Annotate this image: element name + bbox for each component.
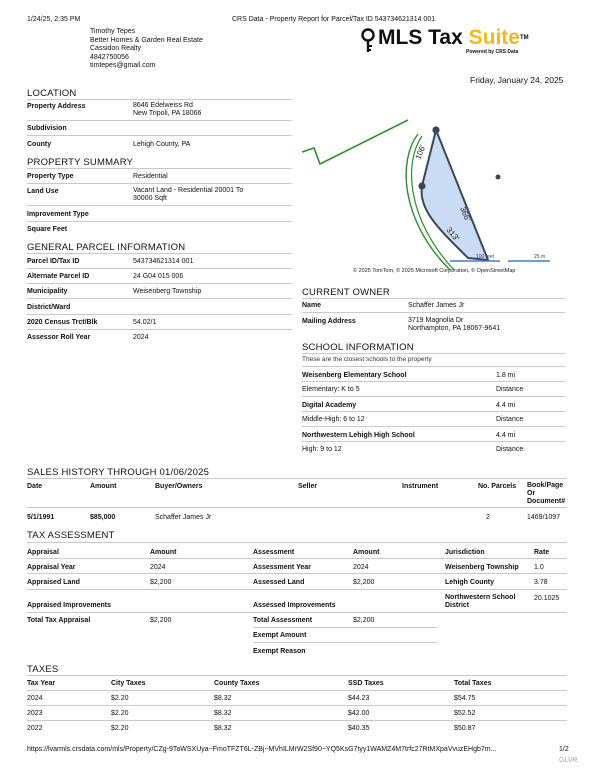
school-3-name: Northwestern Lehigh High School (302, 432, 415, 439)
col-rate: Rate (534, 549, 550, 556)
total-appraisal-label: Total Tax Appraisal (27, 617, 91, 624)
col-appraisal: Appraisal (27, 549, 59, 556)
school-1-name: Weisenberg Elementary School (302, 372, 407, 379)
mailing-address-label: Mailing Address (302, 318, 356, 325)
agent-email[interactable]: timtepes@gmail.com (90, 62, 156, 69)
tax-ssd-2023: $42.00 (348, 710, 370, 717)
col-assessment: Assessment (253, 549, 295, 556)
improvement-type-label: Improvement Type (27, 211, 89, 218)
exempt-reason-label: Exempt Reason (253, 648, 306, 655)
parcel-id: 543734621314 001 (133, 258, 194, 265)
book-line1: Book/Page (527, 482, 564, 489)
roll-year-label: Assessor Roll Year (27, 334, 91, 341)
sale-book: 1469/1097 (527, 514, 561, 521)
mailing-address (408, 317, 500, 333)
assessed-land-label: Assessed Land (253, 579, 305, 586)
scale-label-feet: 100 feet (476, 254, 495, 260)
census-label: 2020 Census Trct/Blk (27, 319, 98, 326)
dim-label-313: 313' (444, 225, 461, 243)
road-line-1 (302, 120, 408, 164)
assessment-year: 2024 (353, 564, 369, 571)
appraised-land-label: Appraised Land (27, 579, 80, 586)
parcel-map[interactable] (300, 90, 565, 280)
mail-line1: 3719 Magnolia Dr (408, 317, 464, 324)
tax-total-2024: $54.75 (454, 695, 476, 702)
total-appraisal: $2,200 (150, 617, 172, 624)
rate-1: 1.0 (534, 564, 544, 571)
tax-city-2022: $2.20 (111, 725, 129, 732)
county-label: County (27, 141, 52, 148)
property-address (133, 102, 201, 118)
assessed-land: $2,200 (353, 579, 375, 586)
address-line2: New Tripoli, PA 18066 (133, 110, 202, 117)
tax-county-2023: $8.32 (214, 710, 232, 717)
col-assessment-amount: Amount (353, 549, 380, 556)
sale-parcels: 2 (486, 514, 490, 521)
tax-total-2023: $52.52 (454, 710, 476, 717)
census-value: 54.02/1 (133, 319, 157, 326)
sales-col-buyer: Buyer/Owners (155, 483, 203, 490)
appraisal-year-label: Appraisal Year (27, 564, 76, 571)
parcel-vertex-1 (432, 126, 439, 133)
mls-tax-suite-logo (358, 26, 558, 60)
exempt-amount-label: Exempt Amount (253, 632, 307, 639)
tax-ssd-2022: $40.35 (348, 725, 370, 732)
tax-year-2023: 2023 (27, 710, 43, 717)
sale-date: 5/1/1991 (27, 514, 55, 521)
roll-year: 2024 (133, 334, 149, 341)
jurisdiction-3-line2: District (445, 602, 470, 609)
school-2-distance-label: Distance (496, 416, 524, 423)
sale-buyer: Schaffer James Jr (155, 514, 212, 521)
school-2-distance: 4.4 mi (496, 402, 516, 409)
rate-2: 3.78 (534, 579, 548, 586)
col-appraisal-amount: Amount (150, 549, 177, 556)
appraised-improvements-label: Appraised Improvements (27, 602, 112, 609)
taxes-heading: TAXES (27, 664, 59, 675)
property-summary-heading: PROPERTY SUMMARY (27, 157, 134, 168)
parcel-vertex-2 (418, 182, 425, 189)
sales-col-seller: Seller (298, 483, 318, 490)
property-type-label: Property Type (27, 173, 74, 180)
school-3-grade: High: 9 to 12 (302, 446, 342, 453)
total-assessment-label: Total Assessment (253, 617, 313, 624)
assessment-year-label: Assessment Year (253, 564, 311, 571)
owner-name-label: Name (302, 302, 322, 309)
col-jurisdiction: Jurisdiction (445, 549, 485, 556)
mail-line2: Northampton, PA 18067-9641 (408, 325, 501, 332)
book-line2: Or (527, 490, 536, 497)
logo-text-mls: MLS Tax (378, 26, 469, 49)
jurisdiction-3 (445, 594, 515, 610)
property-type: Residential (133, 173, 168, 180)
sales-col-instrument: Instrument (402, 483, 439, 490)
total-assessment: $2,200 (353, 617, 375, 624)
jurisdiction-2: Lehigh County (445, 579, 494, 586)
land-use (133, 187, 243, 203)
tax-year-2022: 2022 (27, 725, 43, 732)
address-line1: 8646 Edelweiss Rd (133, 102, 193, 109)
school-1-distance: 1.8 mi (496, 372, 516, 379)
key-icon (360, 28, 376, 54)
tax-county-2024: $8.32 (214, 695, 232, 702)
tax-total-2022: $50.87 (454, 725, 476, 732)
school-2-grade: Middle-High: 6 to 12 (302, 416, 365, 423)
agent-name: Timothy Tepes (90, 28, 136, 35)
tax-county-2022: $8.32 (214, 725, 232, 732)
taxes-col-city: City Taxes (111, 680, 146, 687)
glvr-watermark: GLVR (559, 757, 578, 764)
land-use-line1: Vacant Land - Residential 20001 To (133, 187, 244, 194)
sales-col-date: Date (27, 483, 43, 490)
jurisdiction-3-line1: Northwestern School (445, 594, 516, 601)
taxes-col-year: Tax Year (27, 680, 56, 687)
sales-col-parcels: No. Parcels (478, 483, 517, 490)
owner-name: Schaffer James Jr (408, 302, 465, 309)
dim-label-106: 106' (413, 143, 428, 161)
municipality: Weisenberg Township (133, 288, 202, 295)
agent-company: Better Homes & Garden Real Estate (90, 36, 203, 44)
square-feet-label: Square Feet (27, 226, 68, 233)
parcel-heading: GENERAL PARCEL INFORMATION (27, 242, 186, 253)
land-use-line2: 30000 Sqft (133, 195, 167, 202)
taxes-col-county: County Taxes (214, 680, 260, 687)
taxes-col-total: Total Taxes (454, 680, 492, 687)
logo-tm: TM (519, 35, 529, 41)
sales-heading: SALES HISTORY THROUGH 01/06/2025 (27, 467, 210, 478)
school-1-grade: Elementary: K to 5 (302, 386, 360, 393)
agent-block (90, 28, 203, 71)
appraisal-year: 2024 (150, 564, 166, 571)
jurisdiction-1: Weisenberg Township (445, 564, 519, 571)
subdivision-label: Subdivision (27, 125, 67, 132)
appraised-land: $2,200 (150, 579, 172, 586)
print-datetime: 1/24/25, 2:35 PM (27, 16, 81, 23)
property-address-label: Property Address (27, 103, 86, 110)
dim-label-366: 366' (458, 205, 473, 223)
book-line3: Document# (527, 498, 566, 505)
parcel-vertex-3 (496, 175, 501, 180)
tax-city-2024: $2.20 (111, 695, 129, 702)
report-date: Friday, January 24, 2025 (470, 75, 564, 85)
school-2-name: Digital Academy (302, 402, 357, 409)
tax-ssd-2024: $44.23 (348, 695, 370, 702)
school-heading: SCHOOL INFORMATION (302, 342, 414, 353)
assessed-improvements-label: Assessed Improvements (253, 602, 336, 609)
location-heading: LOCATION (27, 88, 77, 99)
parcel-id-label: Parcel ID/Tax ID (27, 258, 80, 265)
land-use-label: Land Use (27, 188, 59, 195)
school-1-distance-label: Distance (496, 386, 524, 393)
scale-label-m: 25 m (534, 254, 546, 260)
school-note: These are the closest schools to the property (302, 356, 432, 363)
map-attribution: © 2025 TomTom, © 2025 Microsoft Corporation, © OpenStreetMap (353, 268, 516, 274)
county-value: Lehigh County, PA (133, 141, 191, 148)
print-url: https://lvarmls.crsdata.com/mls/Property/CZg-9TaWSXUya~FmoTFZT6L-ZBj~MVhILMrW2Sf90~YQ5KsG7tyy1WAMZ4M7trfc27RtMXpaVvuzEHgb7m... (27, 746, 497, 753)
agent-phone: 4842750056 (90, 53, 129, 61)
sales-col-amount: Amount (90, 483, 117, 490)
map-canvas (300, 90, 565, 280)
sales-col-book (527, 482, 565, 506)
rate-3: 20.1025 (534, 595, 560, 602)
taxes-col-ssd: SSD Taxes (348, 680, 384, 687)
page-number: 1/2 (559, 746, 569, 753)
logo-text-suite: Suite (468, 26, 520, 49)
assessment-heading: TAX ASSESSMENT (27, 530, 115, 541)
district-label: District/Ward (27, 304, 71, 311)
municipality-label: Municipality (27, 288, 68, 295)
tax-city-2023: $2.20 (111, 710, 129, 717)
sale-amount: $85,000 (90, 514, 116, 521)
school-3-distance: 4.4 mi (496, 432, 516, 439)
agent-office: Cassidon Realty (90, 45, 141, 52)
tax-year-2024: 2024 (27, 695, 43, 702)
logo-powered: Powered by CRS Data (466, 49, 519, 55)
print-title: CRS Data - Property Report for Parcel/Tax ID 543734621314 001 (232, 16, 436, 23)
alt-parcel-id: 24 G04 015 006 (133, 273, 184, 280)
alt-parcel-label: Alternate Parcel ID (27, 273, 90, 280)
owner-heading: CURRENT OWNER (302, 287, 390, 298)
school-3-distance-label: Distance (496, 446, 524, 453)
